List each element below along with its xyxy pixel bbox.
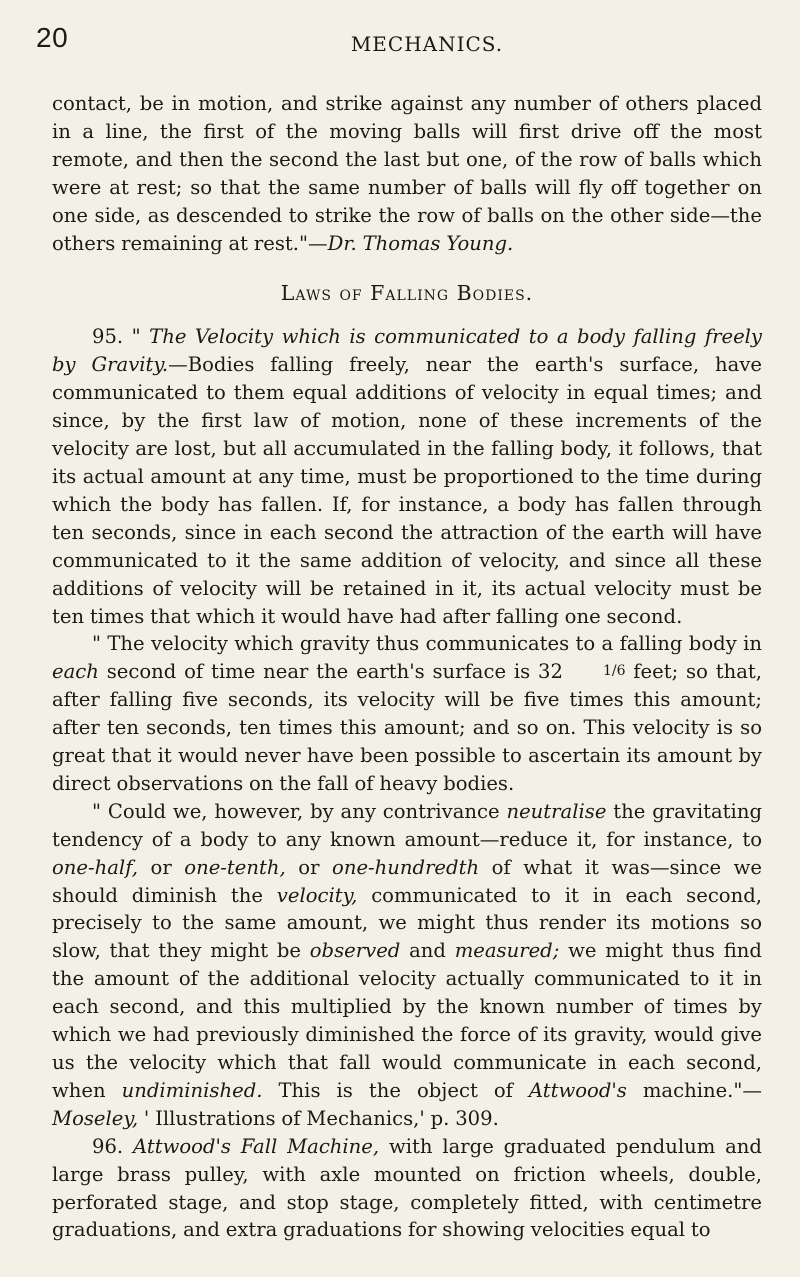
running-title: MECHANICS. [350, 32, 504, 56]
section-number-96: 96. [92, 1134, 124, 1158]
attribution-moseley: Moseley, [52, 1106, 139, 1130]
paragraph-95 [52, 323, 762, 630]
velocity-value-fraction: 1/6 [602, 663, 626, 680]
paragraph-could [52, 798, 762, 1133]
paragraph-96 [52, 1133, 762, 1245]
section-heading: Laws of Falling Bodies. [280, 281, 534, 306]
emphasis-velocity: velocity, [276, 883, 358, 907]
paragraph-could-text-11: ' Illustrations of Mechanics,' p. 309. [138, 1106, 499, 1130]
paragraph-could-text-1: " Could we, however, by any contrivance [92, 799, 507, 823]
attribution-young: Dr. Thomas Young. [327, 231, 514, 255]
section-title-95: The Velocity which is communicated to a body falling freely by Gravity. [52, 325, 762, 377]
paragraph-contact [52, 90, 762, 257]
emphasis-each: each [52, 660, 99, 684]
paragraph-could-text-2: the gravitating tendency of a body to any known amount—reduce it, for instance, to [52, 799, 762, 851]
emphasis-attwood: Attwood's [528, 1078, 627, 1102]
emphasis-one-hundredth: one-hundredth [332, 855, 480, 879]
section-title-96: Attwood's Fall Machine, [133, 1134, 380, 1158]
paragraph-contact-text: contact, be in motion, and strike against any number of others placed in a line, the first of the moving balls will first drive off the most remote, and then the second the last but one, of the row of balls which were at rest; so that the same number of balls will fly off together on one side, as descended to strike the row of balls on the other side—the others remaining at rest."— [52, 92, 762, 255]
quote-open: " [123, 325, 150, 349]
paragraph-velocity-text-2: second of time near the earth's surface is [98, 660, 539, 684]
paragraph-could-text-4: or [285, 855, 333, 879]
emphasis-undiminished: undiminished. [121, 1078, 263, 1102]
paragraph-could-text-3: or [137, 855, 185, 879]
paragraph-96-text: with large graduated pendulum and large brass pulley, with axle mounted on friction wheels, double, perforated stage, and stop stage, completely fitted, with centimetre graduations, and extra graduations for showing velocities equal to [52, 1134, 762, 1242]
emphasis-observed: observed [309, 939, 401, 963]
velocity-value-whole: 32 [538, 660, 563, 684]
section-number-95: 95. [92, 325, 124, 349]
paragraph-could-text-10: machine."— [626, 1078, 763, 1102]
emphasis-measured: measured; [454, 939, 560, 963]
paragraph-velocity-text-1: " The velocity which gravity thus communicates to a falling body in [92, 632, 762, 656]
paragraph-could-text-7: and [400, 939, 455, 963]
paragraph-could-text-8: we might thus find the amount of the additional velocity actually communicated to it in each second, and this multiplied by the known number of times by which we had previously diminished the force of its gravity, would give us the velocity which that fall would communicate in each second, when [52, 939, 762, 1102]
running-head [36, 22, 762, 68]
emphasis-one-tenth: one-tenth, [184, 855, 286, 879]
emphasis-one-half: one-half, [52, 855, 138, 879]
paragraph-could-text-9: This is the object of [262, 1078, 529, 1102]
paragraph-velocity [52, 630, 762, 797]
paragraph-95-text: —Bodies falling freely, near the earth's surface, have communicated to them equal additions of velocity in equal times; and since, by the first law of motion, none of these increments of the velocity are lost, but all accumulated in the falling body, it follows, that its actual amount at any time, must be proportioned to the time during which the body has fallen. If, for instance, a body has fallen through ten seconds, since in each second the attraction of the earth will have communicated to it the same addition of velocity, and since all these additions of velocity will be retained in it, its actual velocity must be ten times that which it would have had after falling one second. [52, 353, 762, 628]
emphasis-neutralise: neutralise [506, 799, 607, 823]
paragraph-could-text-5: of what it was—since we should diminish the [52, 855, 762, 907]
paragraph-could-text-6: communicated to it in each second, precisely to the same amount, we might thus render its motions so slow, that they might be [52, 883, 762, 963]
page-number: 20 [36, 22, 69, 53]
paragraph-velocity-text-3: feet; so that, after falling five seconds, its velocity will be five times this amount; after ten seconds, ten times this amount; and so on. This velocity is so great that it would never have been possible to ascertain its amount by direct observations on the fall of heavy bodies. [52, 660, 762, 795]
